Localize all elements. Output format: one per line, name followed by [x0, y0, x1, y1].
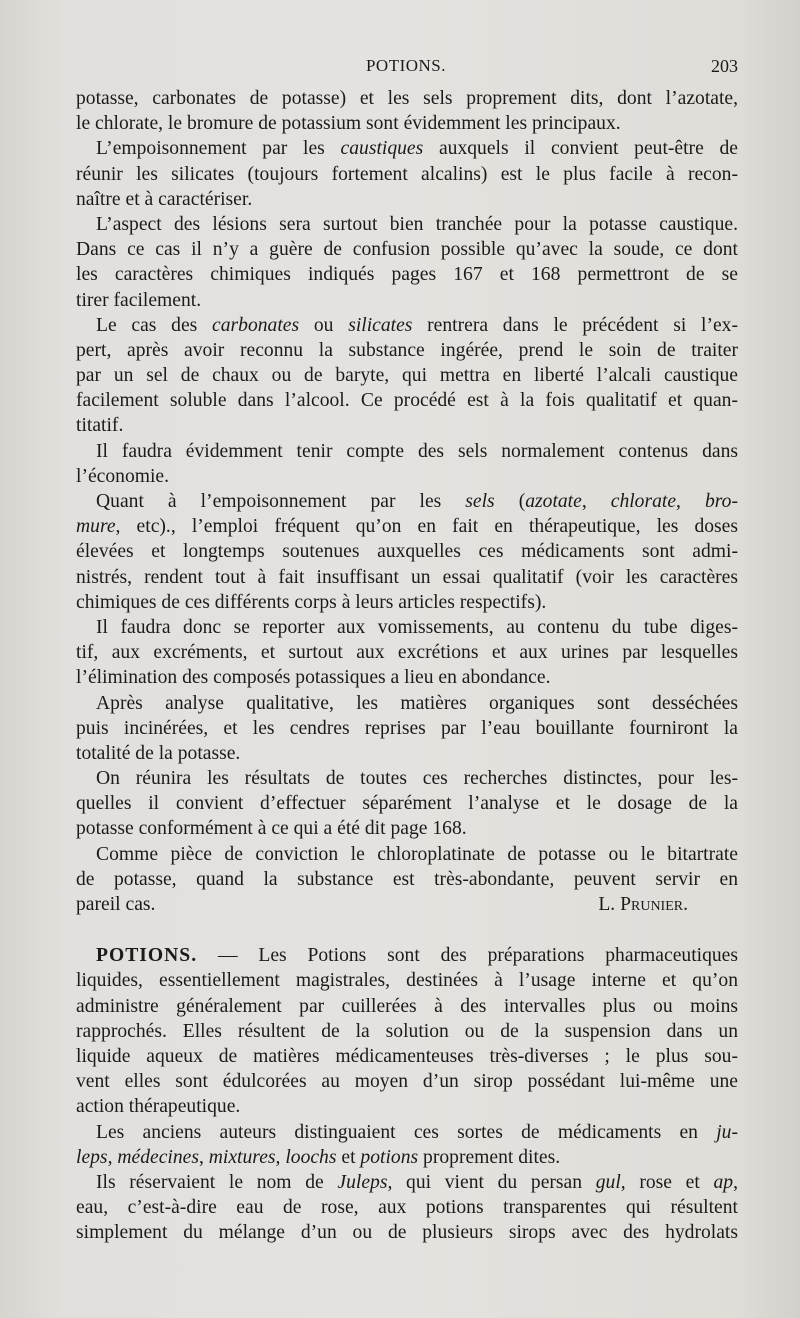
text-line: naître et à caractériser. [76, 188, 253, 210]
text-line: Il faudra donc se reporter aux vomissements, au contenu du tube diges- [96, 616, 738, 638]
text-line: potasse, carbonates de potasse) et les sels proprement dits, dont l’azotate, [76, 88, 738, 109]
text-line: Comme pièce de conviction le chloroplatinate de potasse ou le bitartrate [96, 843, 738, 865]
text-line: rapprochés. Elles résultent de la solution ou de la suspension dans un [76, 1020, 738, 1042]
paragraph [76, 212, 738, 313]
entry-heading: POTIONS. [96, 945, 198, 967]
text-line: tif, aux excréments, et surtout aux excrétions et aux urines par lesquelles [76, 642, 738, 664]
running-head: POTIONS. [365, 56, 447, 75]
paragraph [76, 136, 738, 212]
text-line: totalité de la potasse. [76, 742, 241, 764]
text-line: pert, après avoir reconnu la substance ingérée, prend le soin de traiter [76, 339, 738, 361]
text-line: vent elles sont édulcorées au moyen d’un sirop possédant lui-même une [76, 1071, 738, 1093]
entry-paragraph [76, 943, 738, 1119]
text-line: Quant à l’empoisonnement par les sels (azotate, chlorate, bro- [96, 491, 738, 512]
text-line: administre généralement par cuillerées à des intervalles plus ou moins [76, 995, 738, 1017]
text-line: Les anciens auteurs distinguaient ces sortes de médicaments en ju- [96, 1121, 738, 1143]
text-line: leps, médecines, mixtures, loochs et potions proprement dites. [76, 1146, 561, 1168]
text-line: le chlorate, le bromure de potassium sont évidemment les principaux. [76, 113, 621, 135]
text-line: liquides, essentiellement magistrales, destinées à l’usage interne et qu’on [76, 970, 738, 992]
text-line: tirer facilement. [76, 289, 202, 311]
text-line: POTIONS. — Les Potions sont des préparations pharmaceutiques [96, 945, 738, 967]
paragraph [76, 691, 738, 767]
text-line: l’économie. [76, 465, 170, 487]
text-line: L’aspect des lésions sera surtout bien tranchée pour la potasse caustique. [96, 213, 738, 235]
paragraph [76, 313, 738, 439]
text-line: titatif. [76, 415, 124, 437]
text-line: de potasse, quand la substance est très-abondante, peuvent servir en [76, 868, 738, 890]
paragraph [76, 439, 738, 489]
text-line: simplement du mélange d’un ou de plusieurs sirops avec des hydrolats [76, 1222, 738, 1244]
text-line: On réunira les résultats de toutes ces recherches distinctes, pour les- [96, 768, 738, 790]
text-line: par un sel de chaux ou de baryte, qui mettra en liberté l’alcali caustique [76, 365, 738, 387]
text-line: facilement soluble dans l’alcool. Ce procédé est à la fois qualitatif et quan- [76, 390, 738, 412]
text-line: réunir les silicates (toujours fortement alcalins) est le plus facile à recon- [76, 163, 738, 185]
text-line: Après analyse qualitative, les matières organiques sont desséchées [96, 692, 738, 714]
text-line: les caractères chimiques indiqués pages 167 et 168 permettront de se [76, 264, 738, 286]
text-line: Dans ce cas il n’y a guère de confusion possible qu’avec la soude, ce dont [76, 239, 738, 261]
text-line: potasse conformément à ce qui a été dit page 168. [76, 818, 467, 840]
paragraph [76, 86, 738, 136]
text-line: Il faudra évidemment tenir compte des sels normalement contenus dans [96, 440, 738, 462]
page-body [76, 86, 738, 1245]
paragraph [76, 842, 738, 918]
paragraph [76, 766, 738, 842]
text-line: action thérapeutique. [76, 1096, 241, 1118]
text-line: mure, etc)., l’emploi fréquent qu’on en fait en thérapeutique, les doses [76, 516, 738, 538]
text-line: eau, c’est-à-dire eau de rose, aux potions transparentes qui résultent [76, 1197, 738, 1219]
text-line: chimiques de ces différents corps à leurs articles respectifs). [76, 591, 547, 613]
paragraph [76, 615, 738, 691]
text-line: L’empoisonnement par les caustiques auxquels il convient peut-être de [96, 138, 738, 160]
text-line: puis incinérées, et les cendres reprises par l’eau bouillante fourniront la [76, 717, 738, 739]
paragraph [76, 1120, 738, 1170]
text-line: quelles il convient d’effectuer séparément l’analyse et le dosage de la [76, 793, 738, 815]
author-signature: L. Prunier. [598, 894, 688, 915]
text-line [76, 892, 738, 917]
text-line: l’élimination des composés potassiques a lieu en abondance. [76, 667, 551, 689]
text-line: nistrés, rendent tout à fait insuffisant un essai qualitatif (voir les caractères [76, 566, 738, 588]
text-line: élevées et longtemps soutenues auxquelles ces médicaments sont admi- [76, 541, 738, 563]
page-number: 203 [711, 56, 738, 76]
paragraph [76, 489, 738, 615]
text-line: Ils réservaient le nom de Juleps, qui vient du persan gul, rose et ap, [96, 1171, 738, 1193]
text-fragment: pareil cas. [76, 894, 156, 915]
paragraph [76, 1170, 738, 1246]
section-gap [76, 917, 738, 943]
page-header [76, 52, 736, 82]
text-line: liquide aqueux de matières médicamenteuses très-diverses ; le plus sou- [76, 1045, 738, 1067]
text-line: Le cas des carbonates ou silicates rentrera dans le précédent si l’ex- [96, 314, 739, 336]
